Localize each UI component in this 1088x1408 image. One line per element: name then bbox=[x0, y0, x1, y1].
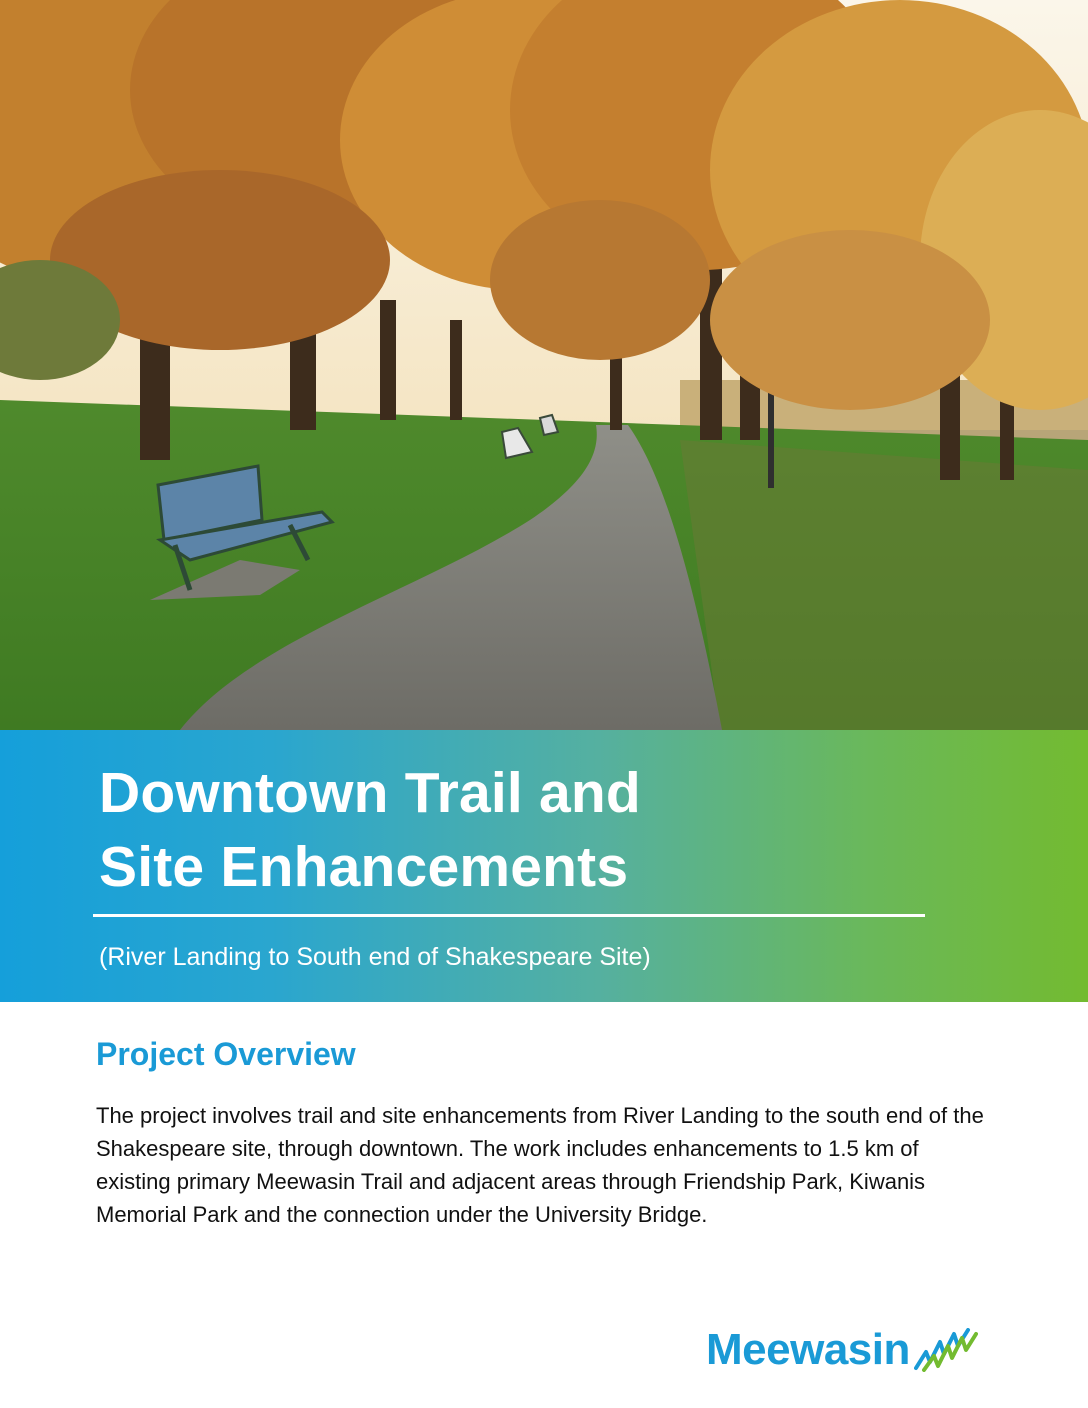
page-title-line-1: Downtown Trail and bbox=[99, 761, 641, 825]
page-title bbox=[99, 756, 641, 904]
meewasin-wave-icon bbox=[914, 1328, 978, 1372]
section-heading-project-overview: Project Overview bbox=[96, 1036, 356, 1072]
title-divider bbox=[93, 914, 925, 917]
logo-text: Meewasin bbox=[706, 1325, 910, 1374]
project-overview-text: The project involves trail and site enhancements from River Landing to the south end of the Shakespeare site, through downtown. The work includes enhancements to 1.5 km of existing primary Meewasin Trail and adjacent areas through Friendship Park, Kiwanis Memorial Park and the connection under the University Bridge. bbox=[96, 1103, 984, 1227]
page-subtitle: (River Landing to South end of Shakespeare Site) bbox=[99, 943, 651, 971]
page-title-line-2: Site Enhancements bbox=[99, 835, 629, 899]
meewasin-logo bbox=[706, 1325, 978, 1375]
